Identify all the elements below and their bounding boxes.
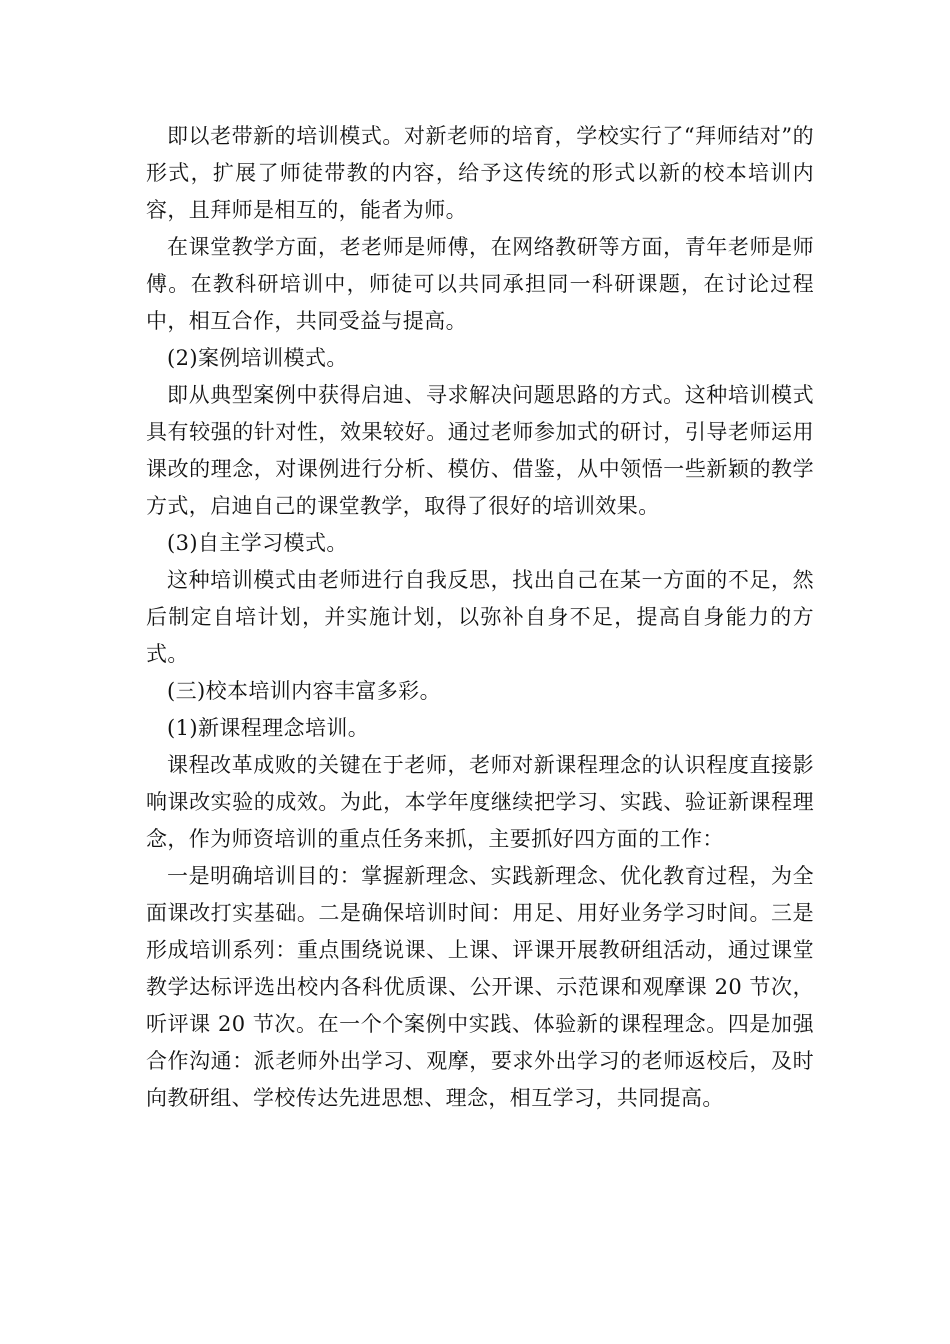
paragraph-new-curriculum: 课程改革成败的关键在于老师，老师对新课程理念的认识程度直接影响课改实验的成效。为此，本学年度继续把学习、实践、验证新课程理念，作为师资培训的重点任务来抓，主要抓好四方面的工作： xyxy=(146,753,814,851)
heading-training-content: (三)校本培训内容丰富多彩。 xyxy=(167,679,441,703)
heading-self-study: (3)自主学习模式。 xyxy=(167,531,348,555)
paragraph-mutual-mentoring: 在课堂教学方面，老老师是师傅，在网络教研等方面，青年老师是师傅。在教科研培训中，师徒可以共同承担同一科研课题，在讨论过程中，相互合作，共同受益与提高。 xyxy=(146,235,814,333)
document-body xyxy=(146,118,814,1117)
paragraph-four-aspects: 一是明确培训目的：掌握新理念、实践新理念、优化教育过程，为全面课改打实基础。二是确保培训时间：用足、用好业务学习时间。三是形成培训系列：重点围绕说课、上课、评课开展教研组活动，通过课堂教学达标评选出校内各科优质课、公开课、示范课和观摩课 20 节次，听评课 20 节次。在一个个案例中实践、体验新的课程理念。四是加强合作沟通：派老师外出学习、观摩，要求外出学习的老师返校后，及时向教研组、学校传达先进思想、理念，相互学习，共同提高。 xyxy=(146,864,814,1110)
paragraph-self-study: 这种培训模式由老师进行自我反思，找出自己在某一方面的不足，然后制定自培计划，并实施计划，以弥补自身不足，提高自身能力的方式。 xyxy=(146,568,814,666)
paragraph-case-training: 即从典型案例中获得启迪、寻求解决问题思路的方式。这种培训模式具有较强的针对性，效果较好。通过老师参加式的研讨，引导老师运用课改的理念，对课例进行分析、模仿、借鉴，从中领悟一些新颖的教学方式，启迪自己的课堂教学，取得了很好的培训效果。 xyxy=(146,383,814,518)
paragraph-mentoring-model: 即以老带新的培训模式。对新老师的培育，学校实行了“拜师结对”的形式，扩展了师徒带教的内容，给予这传统的形式以新的校本培训内容，且拜师是相互的，能者为师。 xyxy=(146,124,814,222)
heading-case-training: (2)案例培训模式。 xyxy=(167,346,348,370)
heading-new-curriculum: (1)新课程理念培训。 xyxy=(167,716,370,740)
